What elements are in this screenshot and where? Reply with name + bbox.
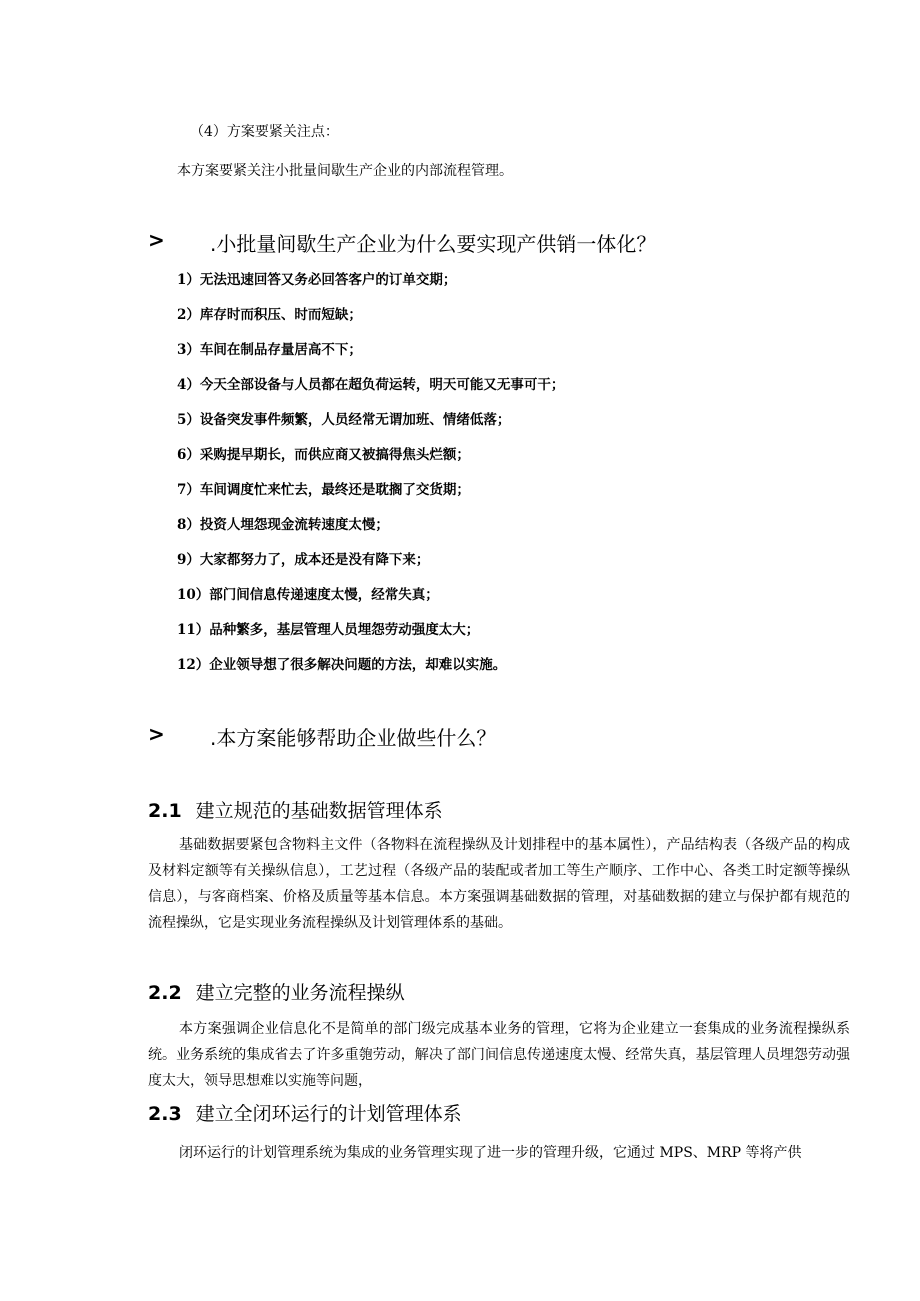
list-item: 12）企业领导想了很多解决问题的方法，却难以实施。 [177,657,507,673]
list-item: 5）设备突发事件频繁，人员经常无谓加班、情绪低落； [177,412,511,428]
list-item: 1）无法迅速回答又务必回答客户的订单交期； [177,272,457,288]
section-heading-2-3 [148,1099,462,1126]
section-number: 2.2 [148,982,182,1004]
section-title: 建立规范的基础数据管理体系 [195,800,443,822]
focus-label: （4）方案要紧关注点： [190,124,339,140]
heading-title: .小批量间歇生产企业为什么要实现产供销一体化？ [210,232,657,256]
list-item: 4）今天全部设备与人员都在超负荷运转，明天可能又无事可干； [177,377,565,393]
section-2-1-paragraph: 基础数据要紧包含物料主文件（各物料在流程操纵及计划排程中的基本属性），产品结构表（各级产品的构成及材料定额等有关操纵信息），工艺过程（各级产品的装配或者加工等生产顺序、工作中心、各类工时定额等操纵信息），与客商档案、价格及质量等基本信息。本方案强调基础数据的管理，对基础数据的建立与保护都有规范的流程操纵，它是实现业务流程操纵及计划管理体系的基础。 [148,837,850,931]
section-2-2-paragraph: 本方案强调企业信息化不是简单的部门级完成基本业务的管理，它将为企业建立一套集成的业务流程操纵系统。业务系统的集成省去了许多重匏劳动，解决了部门间信息传递速度太慢、经常失真，基层管理人员埋怨劳动强度太大，领导思想难以实施等问题， [148,1021,850,1089]
section-title: 建立完整的业务流程操纵 [195,982,405,1004]
list-item: 7）车间调度忙来忙去，最终还是耽搁了交货期； [177,482,470,498]
question-heading-2 [148,722,848,750]
section-heading-2-2 [148,978,405,1005]
heading-marker: > [148,228,165,252]
list-item: 11）品种繁多，基层管理人员埋怨劳动强度太大； [177,622,480,638]
section-number: 2.3 [148,1103,182,1125]
section-heading-2-1 [148,796,443,823]
list-item: 6）采购提早期长，而供应商又被搞得焦头烂额； [177,447,470,463]
section-2-3-paragraph: 闭环运行的计划管理系统为集成的业务管理实现了进一步的管理升级，它通过 MPS、MRP 等将产供 [179,1145,802,1161]
heading-marker: > [148,722,165,746]
list-item: 3）车间在制品存量居高不下； [177,342,362,358]
question-heading-1 [148,228,848,256]
list-item: 2）库存时而积压、时而短缺； [177,307,362,323]
focus-text: 本方案要紧关注小批量间歇生产企业的内部流程管理。 [177,163,513,179]
heading-title: .本方案能够帮助企业做些什么？ [210,726,497,750]
section-title: 建立全闭环运行的计划管理体系 [195,1103,462,1125]
section-number: 2.1 [148,800,182,822]
list-item: 10）部门间信息传递速度太慢，经常失真； [177,587,439,603]
list-item: 8）投资人埋怨现金流转速度太慢； [177,517,389,533]
list-item: 9）大家都努力了，成本还是没有降下来； [177,552,430,568]
